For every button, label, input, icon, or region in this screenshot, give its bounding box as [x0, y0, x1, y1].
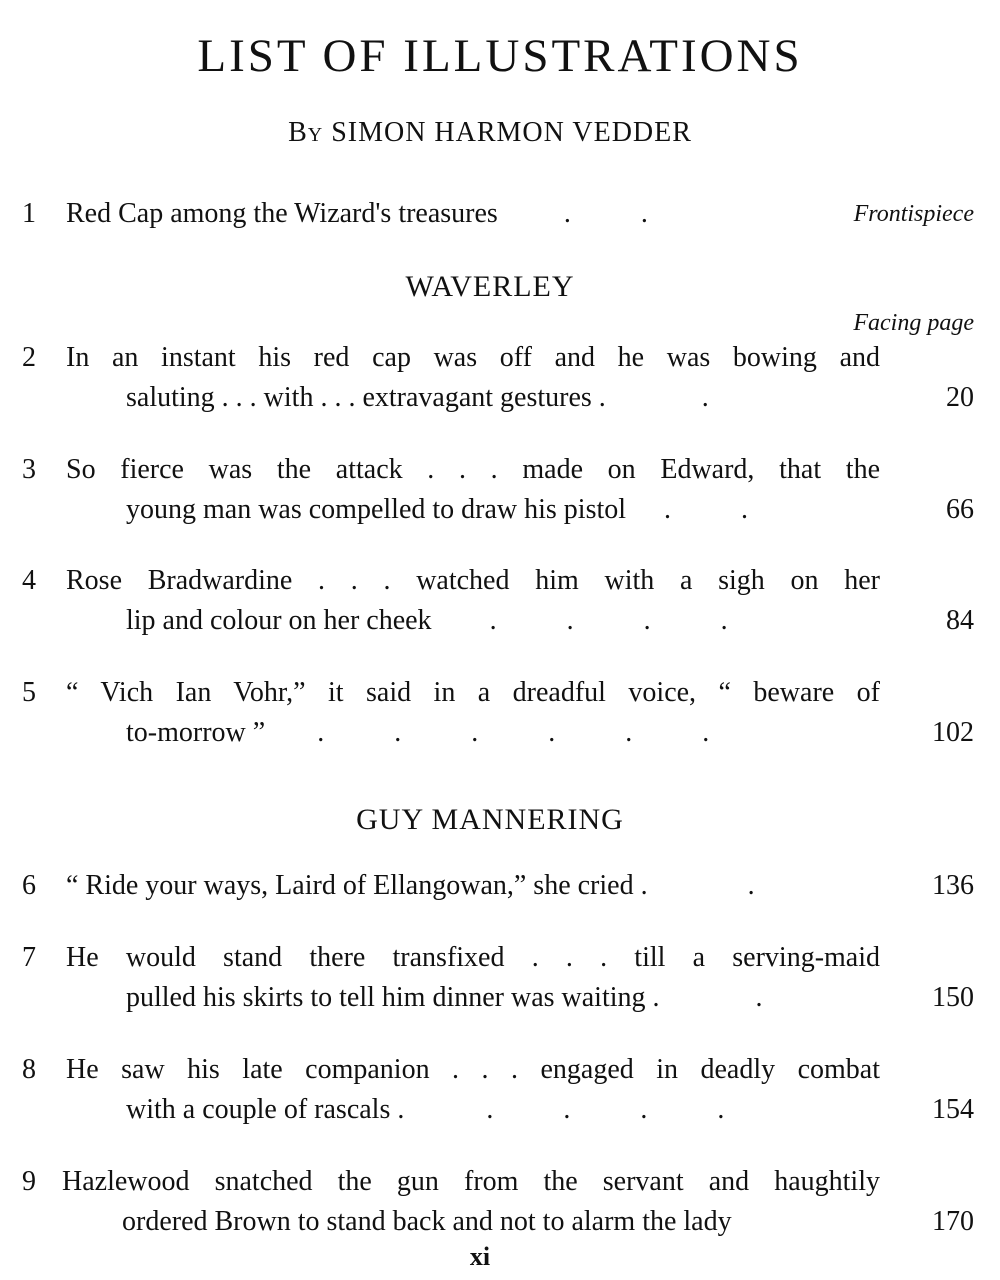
- entry-page-number: 170: [932, 1206, 974, 1237]
- dot-leader: . .: [664, 494, 749, 525]
- entry-number: 8: [22, 1054, 36, 1085]
- entry-page-number: 150: [932, 982, 974, 1013]
- entry-caption: [66, 196, 648, 232]
- entry-page-number: 20: [946, 382, 974, 413]
- entry-line-2: [126, 980, 880, 1016]
- entry-page-number: 84: [946, 605, 974, 636]
- byline-name: SIMON HARMON VEDDER: [331, 117, 692, 148]
- page-folio: xi: [469, 1242, 491, 1271]
- entry-page-number: 66: [946, 494, 974, 525]
- entry-line-2: [126, 603, 880, 639]
- dot-leader: .: [701, 382, 709, 413]
- entry-number: 2: [22, 342, 36, 373]
- entry-number: 4: [22, 565, 36, 596]
- entry-number: 6: [22, 870, 36, 901]
- entry-line-2-text: saluting . . . with . . . extravagant gestures .: [126, 382, 606, 413]
- entry-line-1: So fierce was the attack . . . made on Edward, that the: [66, 454, 880, 485]
- byline-prefix: By: [288, 117, 324, 148]
- entry-line-2: [126, 1092, 880, 1128]
- dot-leader: . . . .: [489, 605, 728, 636]
- entry-line-2-text: to-morrow ”: [126, 717, 266, 748]
- entry-number: 7: [22, 942, 36, 973]
- entry-line-1-text: “ Ride your ways, Laird of Ellangowan,” she cried .: [66, 870, 648, 901]
- entry-line-2: [126, 715, 880, 751]
- entry-number: 3: [22, 454, 36, 485]
- entry-page-number: 102: [932, 717, 974, 748]
- caption-text: Red Cap among the Wizard's treasures: [66, 198, 498, 229]
- entry-number: 9: [22, 1166, 36, 1197]
- entry-line-2-text: lip and colour on her cheek: [126, 605, 432, 636]
- dot-leader: .: [747, 870, 755, 901]
- entry-line-1: [66, 868, 755, 904]
- entry-number: 5: [22, 677, 36, 708]
- section-heading-guy-mannering: GUY MANNERING: [356, 803, 624, 836]
- entry-line-1: “ Vich Ian Vohr,” it said in a dreadful voice, “ beware of: [66, 677, 880, 708]
- entry-line-2-text: young man was compelled to draw his pistol: [126, 494, 627, 525]
- entry-line-1: He would stand there transfixed . . . till a serving-maid: [66, 942, 880, 973]
- dot-leader: .: [755, 982, 763, 1013]
- entry-line-1: In an instant his red cap was off and he was bowing and: [66, 342, 880, 373]
- entry-number: 1: [22, 198, 36, 229]
- entry-line-2-text: with a couple of rascals .: [126, 1094, 405, 1125]
- dot-leader: . . . . . .: [317, 717, 710, 748]
- facing-page-label: Facing page: [853, 310, 974, 336]
- entry-page-number: 136: [932, 870, 974, 901]
- section-heading-waverley: WAVERLEY: [405, 270, 575, 303]
- entry-line-1: He saw his late companion . . . engaged in deadly combat: [66, 1054, 880, 1085]
- entry-line-1: Hazlewood snatched the gun from the servant and haughtily: [62, 1166, 880, 1197]
- entry-line-2: [126, 492, 880, 528]
- frontispiece-label: Frontispiece: [853, 201, 974, 227]
- entry-page-number: 154: [932, 1094, 974, 1125]
- entry-line-2: [126, 380, 880, 416]
- dot-leader: . . . .: [486, 1094, 725, 1125]
- entry-line-2-text: ordered Brown to stand back and not to alarm the lady: [122, 1206, 732, 1237]
- byline: [0, 115, 980, 151]
- entry-line-1: Rose Bradwardine . . . watched him with a sigh on her: [66, 565, 880, 596]
- entry-line-2-text: pulled his skirts to tell him dinner was waiting .: [126, 982, 660, 1013]
- dot-leader: . .: [563, 198, 648, 229]
- page-title: LIST OF ILLUSTRATIONS: [197, 30, 803, 82]
- entry-line-2: [122, 1204, 880, 1240]
